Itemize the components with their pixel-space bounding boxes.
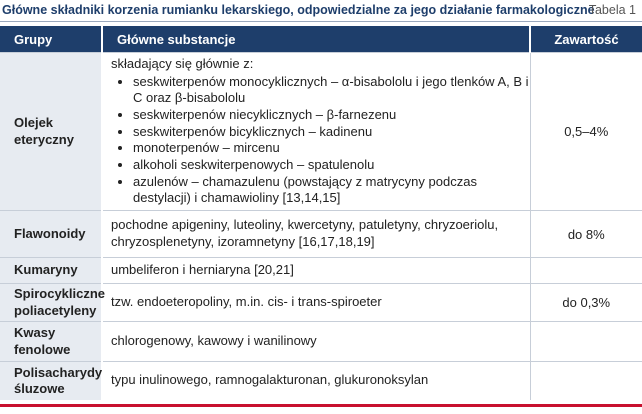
list-item: • seskwiterpenów bicyklicznych – kadinenu (133, 124, 530, 141)
row-group: Spirocykliczne poliacetyleny (0, 284, 102, 322)
row-content: do 8% (530, 211, 642, 258)
list-item: • seskwiterpenów monocyklicznych – α-bisabololu i jego tlenków A, B i C oraz β-bisabololu (133, 74, 530, 107)
row-content (530, 362, 642, 400)
table-title: Główne składniki korzenia rumianku lekarskiego, odpowiedzialne za jego działanie farmakologiczne (2, 3, 595, 17)
ingredients-table (0, 26, 642, 400)
list-item: • monoterpenów – mircenu (133, 140, 530, 157)
header-groups: Grupy (0, 26, 102, 53)
row-substances (102, 53, 530, 211)
row-substances: tzw. endoeteropoliny, m.in. cis- i trans-spiroeter (102, 284, 530, 322)
row-group: Polisacharydy śluzowe (0, 362, 102, 400)
row-substances: umbeliferon i herniaryna [20,21] (102, 258, 530, 284)
table-row (0, 53, 642, 211)
list-item: • azulenów – chamazulenu (powstający z matrycyny podczas destylacji) i chamawioliny [13,14,15] (133, 174, 530, 207)
list-item: • seskwiterpenów niecyklicznych – β-farnezenu (133, 107, 530, 124)
table-bottom-rule (0, 404, 642, 407)
table-number: Tabela 1 (588, 3, 636, 17)
row-group: Flawonoidy (0, 211, 102, 258)
table-row (0, 322, 642, 362)
row-group: Kwasy fenolowe (0, 322, 102, 362)
substances-list (111, 74, 530, 207)
row-content (530, 322, 642, 362)
row-content: 0,5–4% (530, 53, 642, 211)
row-group: Kumaryny (0, 258, 102, 284)
row-content: do 0,3% (530, 284, 642, 322)
list-item: • alkoholi seskwiterpenowych – spatulenolu (133, 157, 530, 174)
row-substances: pochodne apigeniny, luteoliny, kwercetyny, patuletyny, chryzoeriolu, chryzosplenetyny, izoramnetyny [16,17,18,19] (102, 211, 530, 258)
caption-divider (0, 21, 642, 22)
row-substances: typu inulinowego, ramnogalakturonan, glukuronoksylan (102, 362, 530, 400)
table-row (0, 211, 642, 258)
table-caption (0, 0, 642, 22)
header-substances: Główne substancje (102, 26, 530, 53)
row-substances: chlorogenowy, kawowy i wanilinowy (102, 322, 530, 362)
row-content (530, 258, 642, 284)
table-row (0, 258, 642, 284)
table-row (0, 284, 642, 322)
substances-intro: składający się głównie z: (111, 56, 254, 72)
table-row (0, 362, 642, 400)
row-group: Olejek eteryczny (0, 53, 102, 211)
header-content: Zawartość (530, 26, 642, 53)
table-header-row (0, 26, 642, 53)
